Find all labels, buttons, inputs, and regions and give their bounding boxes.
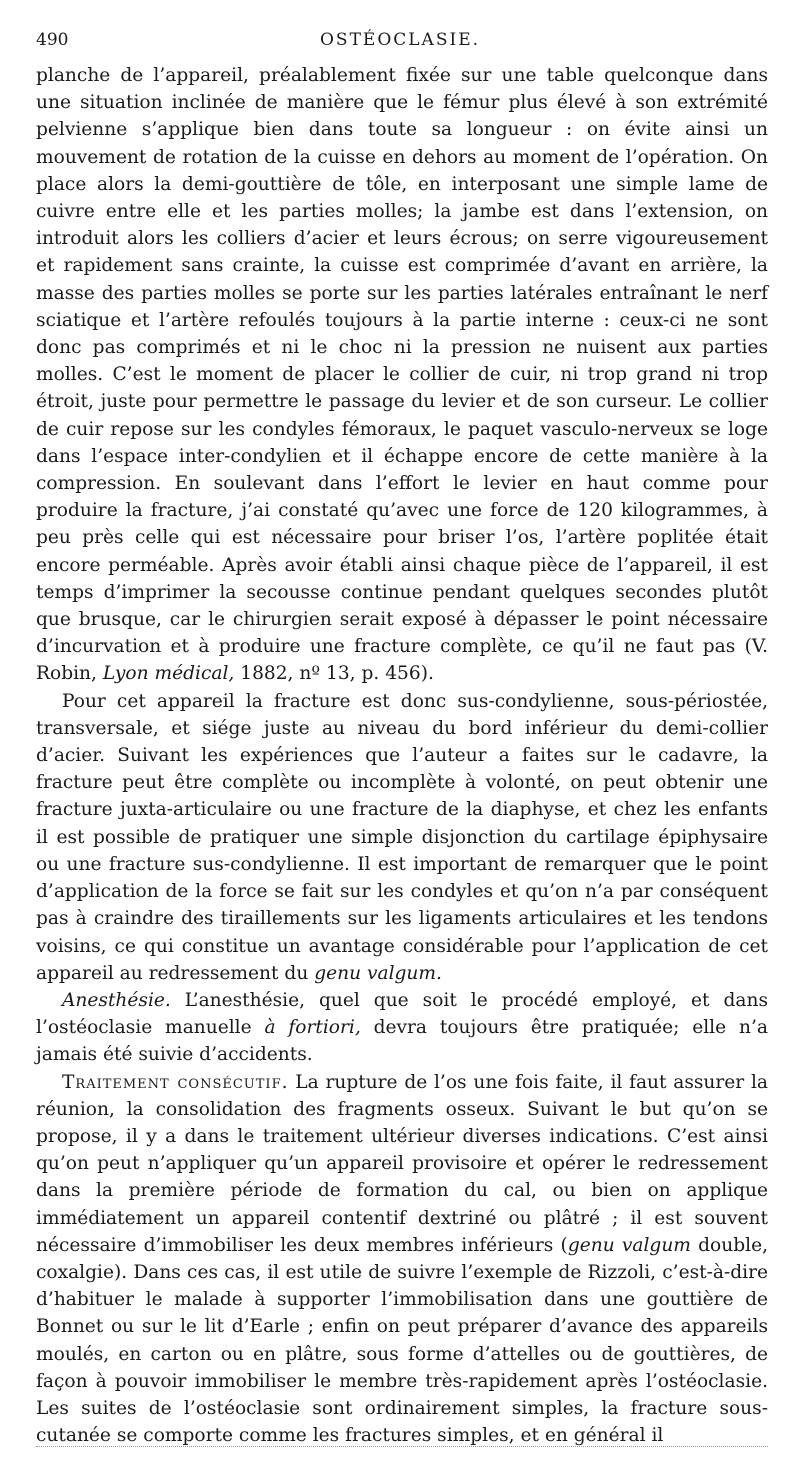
paragraph-text: Pour cet appareil la fracture est donc sus-condylienne, sous-périostée, transversale, et siége juste au niveau du bord inférieur du demi-collier d’acier. Suivant les expériences que l’auteur a faites sur le cadavre, la fracture peut être complète ou incomplète à volonté, on peut obtenir une fracture juxta-articulaire ou une fracture de la diaphyse, et chez les enfants il est possible de pratiquer une simple disjonction du cartilage épiphysaire ou une fracture sus-condylienne. Il est important de remarquer que le point d’application de la force se fait sur les condyles et qu’on n’a par conséquent pas à craindre des tiraillements sur les ligaments articulaires et les tendons voisins, ce qui constitue un avantage considérable pour l’application de cet appareil au redressement du bbox=[36, 690, 768, 984]
section-heading-aftercare: Traitement consécutif. bbox=[62, 1071, 289, 1093]
paragraph-apparatus-placement bbox=[36, 62, 768, 688]
paragraph-text: devra toujours être pratiquée; elle n’a jamais été suivie d’accidents. bbox=[36, 1017, 768, 1066]
italic-term: genu valgum. bbox=[314, 962, 442, 984]
italic-term: genu valgum bbox=[567, 1234, 691, 1256]
journal-title: Lyon médical, bbox=[102, 663, 235, 685]
citation-details: 1882, nº 13, p. 456). bbox=[240, 663, 434, 685]
running-head bbox=[36, 30, 764, 54]
section-heading-anesthesia: Anesthésie. bbox=[62, 989, 171, 1011]
bottom-dotted-rule bbox=[36, 1446, 768, 1447]
paragraph-anesthesia bbox=[36, 987, 768, 1069]
paragraph-aftercare bbox=[36, 1069, 768, 1450]
running-title: OSTÉOCLASIE. bbox=[319, 30, 481, 50]
paragraph-text: planche de l’appareil, préalablement fixée sur une table quelconque dans une situation inclinée de manière que le fémur plus élevé à son extrémité pelvienne s’applique bien dans toute sa longueur : on évite ainsi un mouvement de rotation de la cuisse en dehors au moment de l’opération. On place alors la demi-gouttière de tôle, en interposant une simple lame de cuivre entre elle et les parties molles; la jambe est dans l’extension, on introduit alors les colliers d’acier et leurs écrous; on serre vigoureusement et rapidement sans crainte, la cuisse est comprimée d’avant en arrière, la masse des parties molles se porte sur les parties latérales entraînant le nerf sciatique et l’artère refoulés toujours à la partie interne : ceux-ci ne sont donc pas comprimés et ni le choc ni la pression ne nuisent aux parties molles. C’est le moment de placer le collier de cuir, ni trop grand ni trop étroit, juste pour permettre le passage du levier et de son curseur. Le collier de cuir repose sur les condyles fémoraux, le paquet vasculo-nerveux se loge dans l’espace inter-condylien et il échappe encore de cette manière à la compression. En soulevant dans l’effort le levier en haut comme pour produire la fracture, j’ai constaté qu’avec une force de 120 kilogrammes, à peu près celle qui est nécessaire pour briser l’os, l’artère poplitée était encore perméable. Après avoir établi ainsi chaque pièce de l’appareil, il est temps d’imprimer la secousse continue pendant quelques secondes plutôt que brusque, car le chirurgien serait exposé à dépasser le point nécessaire d’incurvation et à produire une fracture complète, ce qu’il ne faut pas (V. Robin, bbox=[36, 65, 768, 685]
italic-term: à fortiori, bbox=[264, 1017, 361, 1039]
paragraph-text: L’anesthésie, quel que soit le procédé employé, et dans l’ostéoclasie manuelle bbox=[36, 989, 768, 1039]
paragraph-text: La rupture de l’os une fois faite, il faut assurer la réunion, la consolidation des fragments osseux. Suivant le but qu’on se propose, il y a dans le traitement ultérieur diverses indications. C’est ainsi qu’on peut n’appliquer qu’un appareil provisoire et opérer le redressement dans la première période de formation du cal, ou bien on applique immédiatement un appareil contentif dextriné ou plâtré ; il est souvent nécessaire d’immobiliser les deux membres inférieurs ( bbox=[36, 1071, 768, 1256]
paragraph-text: double, coxalgie). Dans ces cas, il est utile de suivre l’exemple de Rizzoli, c’est-à-dire d’habituer le malade à supporter l’immobilisation dans une gouttière de Bonnet ou sur le lit d’Earle ; enfin on peut préparer d’avance des appareils moulés, en carton ou en plâtre, sous forme d’attelles ou de gouttières, de façon à pouvoir immobiliser le membre très-rapidement après l’ostéoclasie. Les suites de l’ostéoclasie sont ordinairement simples, la fracture sous-cutanée se comporte comme les fractures simples, et en général il bbox=[36, 1234, 768, 1447]
paragraph-fracture-type bbox=[36, 688, 768, 987]
page-number: 490 bbox=[36, 30, 69, 50]
body-text bbox=[36, 62, 768, 1449]
